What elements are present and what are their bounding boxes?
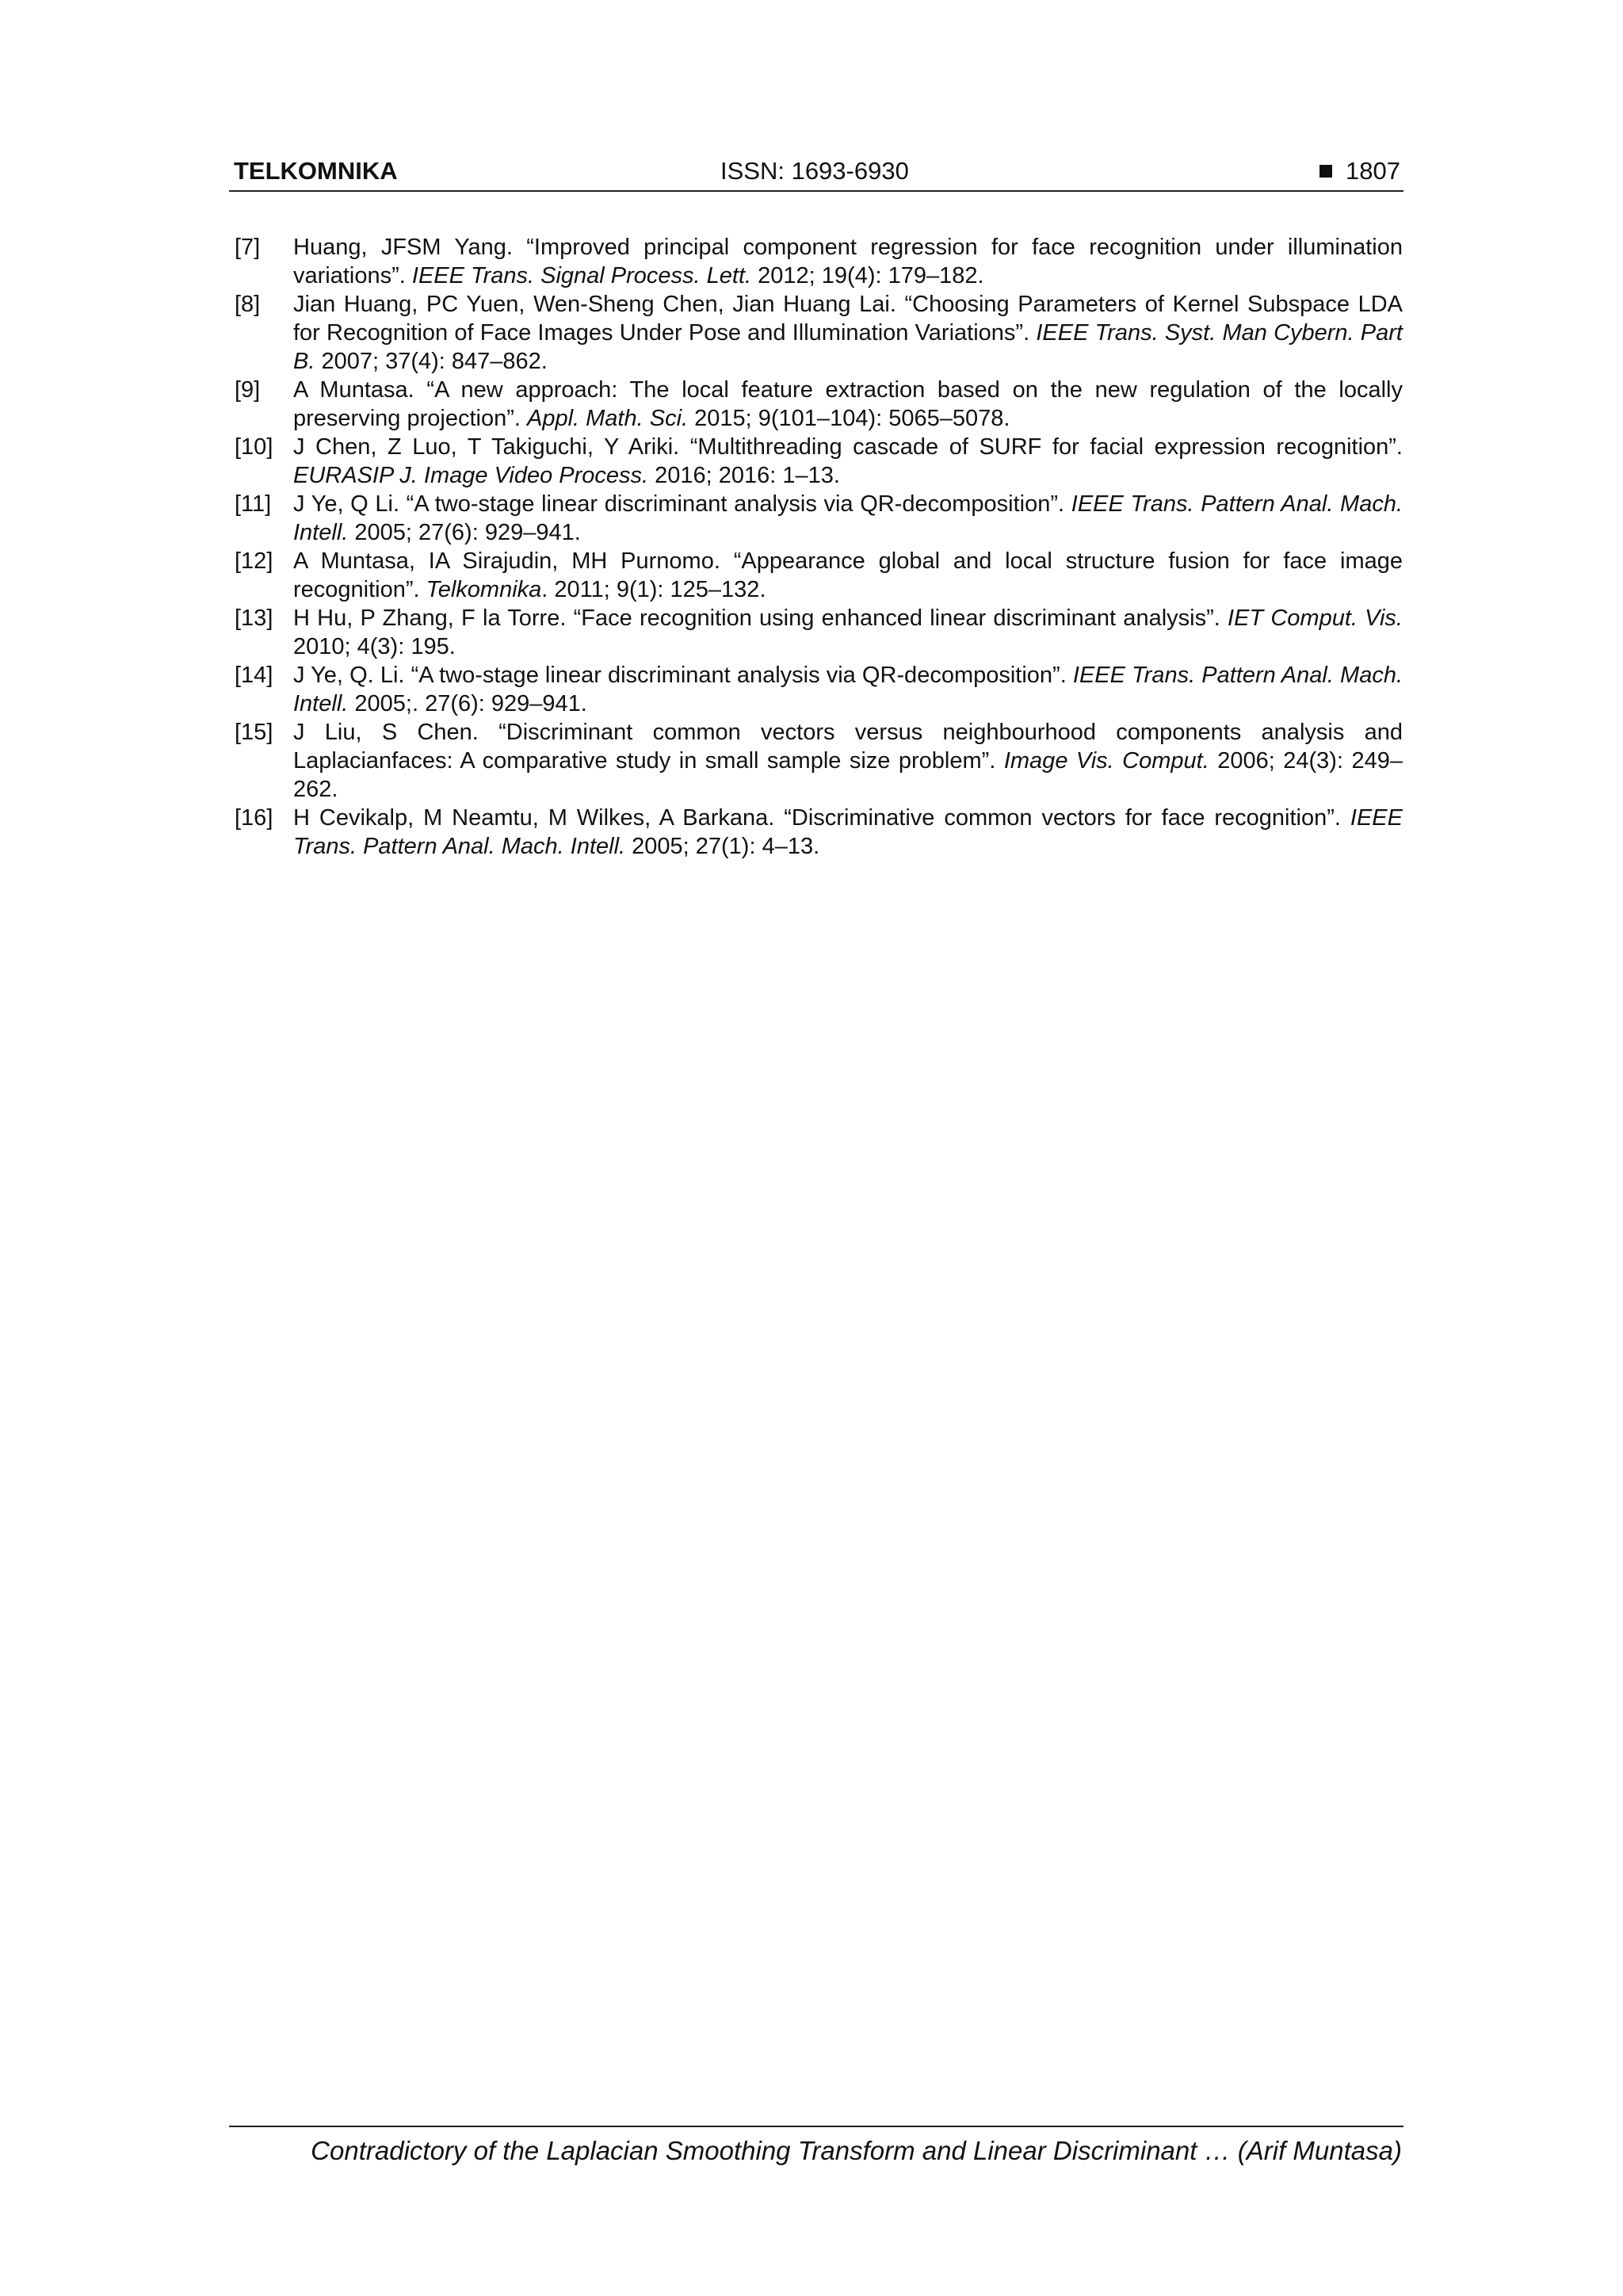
reference-item <box>235 490 1403 547</box>
reference-details: 2010; 4(3): 195. <box>293 634 456 659</box>
reference-text: Huang, JFSM Yang. “Improved principal component regression for face recognition under illumination variations”. <box>293 235 1403 288</box>
reference-source: EURASIP J. Image Video Process. <box>293 463 649 488</box>
reference-text: Jian Huang, PC Yuen, Wen-Sheng Chen, Jian Huang Lai. “Choosing Parameters of Kernel Subspace LDA for Recognition of Face Images Under Pose and Illumination Variations”. <box>293 292 1403 346</box>
reference-details: 2016; 2016: 1–13. <box>648 463 840 488</box>
reference-number: [16] <box>235 805 273 831</box>
reference-number: [7] <box>235 235 261 260</box>
reference-source: Image Vis. Comput. <box>1003 748 1209 774</box>
reference-text: J Liu, S Chen. “Discriminant common vectors versus neighbourhood components analysis and Laplacianfaces: A comparative study in small sample size problem”. <box>293 720 1403 774</box>
reference-details: 2005;. 27(6): 929–941. <box>348 691 587 716</box>
reference-item <box>235 290 1403 376</box>
reference-text: H Hu, P Zhang, F la Torre. “Face recognition using enhanced linear discriminant analysis”. <box>293 606 1228 631</box>
page-header <box>229 155 1403 192</box>
reference-source: IET Comput. Vis. <box>1228 606 1403 631</box>
reference-source: Appl. Math. Sci. <box>526 406 689 431</box>
reference-details: 2005; 27(6): 929–941. <box>348 520 581 545</box>
reference-item <box>235 233 1403 290</box>
reference-source: IEEE Trans. Signal Process. Lett. <box>411 263 752 288</box>
reference-source: IEEE Trans. Pattern Anal. Mach. Intell. <box>293 491 1403 545</box>
reference-number: [10] <box>235 434 273 460</box>
reference-details: 2005; 27(1): 4–13. <box>625 834 820 859</box>
page-number: 1807 <box>1346 157 1400 185</box>
reference-text: J Ye, Q. Li. “A two-stage linear discriminant analysis via QR-decomposition”. <box>293 663 1073 688</box>
reference-text: J Chen, Z Luo, T Takiguchi, Y Ariki. “Multithreading cascade of SURF for facial expression recognition”. <box>293 434 1403 460</box>
footer-text: Contradictory of the Laplacian Smoothing Transform and Linear Discriminant … (Arif Muntasa) <box>311 2136 1402 2165</box>
reference-source: IEEE Trans. Pattern Anal. Mach. Intell. <box>293 663 1403 716</box>
page-footer <box>229 2126 1403 2168</box>
reference-number: [15] <box>235 720 273 745</box>
reference-text: A Muntasa, IA Sirajudin, MH Purnomo. “Appearance global and local structure fusion for face image recognition”. <box>293 548 1403 602</box>
reference-source: IEEE Trans. Pattern Anal. Mach. Intell. <box>293 805 1403 859</box>
reference-details: . 2011; 9(1): 125–132. <box>541 577 766 602</box>
square-bullet-icon <box>1319 165 1332 178</box>
issn: ISSN: 1693-6930 <box>720 157 909 185</box>
reference-details: 2007; 37(4): 847–862. <box>315 349 548 374</box>
reference-text: H Cevikalp, M Neamtu, M Wilkes, A Barkana. “Discriminative common vectors for face recognition”. <box>293 805 1350 831</box>
reference-number: [14] <box>235 663 273 688</box>
reference-details: 2006; 24(3): 249–262. <box>293 748 1403 802</box>
reference-details: 2015; 9(101–104): 5065–5078. <box>688 406 1010 431</box>
reference-list <box>235 233 1403 861</box>
reference-number: [9] <box>235 377 261 403</box>
reference-text: J Ye, Q Li. “A two-stage linear discriminant analysis via QR-decomposition”. <box>293 491 1071 517</box>
reference-number: [13] <box>235 606 273 631</box>
journal-name: TELKOMNIKA <box>234 157 398 185</box>
reference-item <box>235 547 1403 604</box>
reference-source: Telkomnika <box>426 577 542 602</box>
reference-item <box>235 661 1403 718</box>
reference-item <box>235 804 1403 861</box>
reference-item <box>235 604 1403 661</box>
reference-number: [11] <box>235 491 272 517</box>
reference-number: [8] <box>235 292 261 317</box>
reference-item <box>235 433 1403 490</box>
reference-item <box>235 376 1403 433</box>
reference-source: IEEE Trans. Syst. Man Cybern. Part B. <box>293 320 1403 374</box>
reference-details: 2012; 19(4): 179–182. <box>751 263 984 288</box>
reference-number: [12] <box>235 548 273 574</box>
reference-text: A Muntasa. “A new approach: The local feature extraction based on the new regulation of the locally preserving projection”. <box>293 377 1403 431</box>
reference-item <box>235 718 1403 804</box>
